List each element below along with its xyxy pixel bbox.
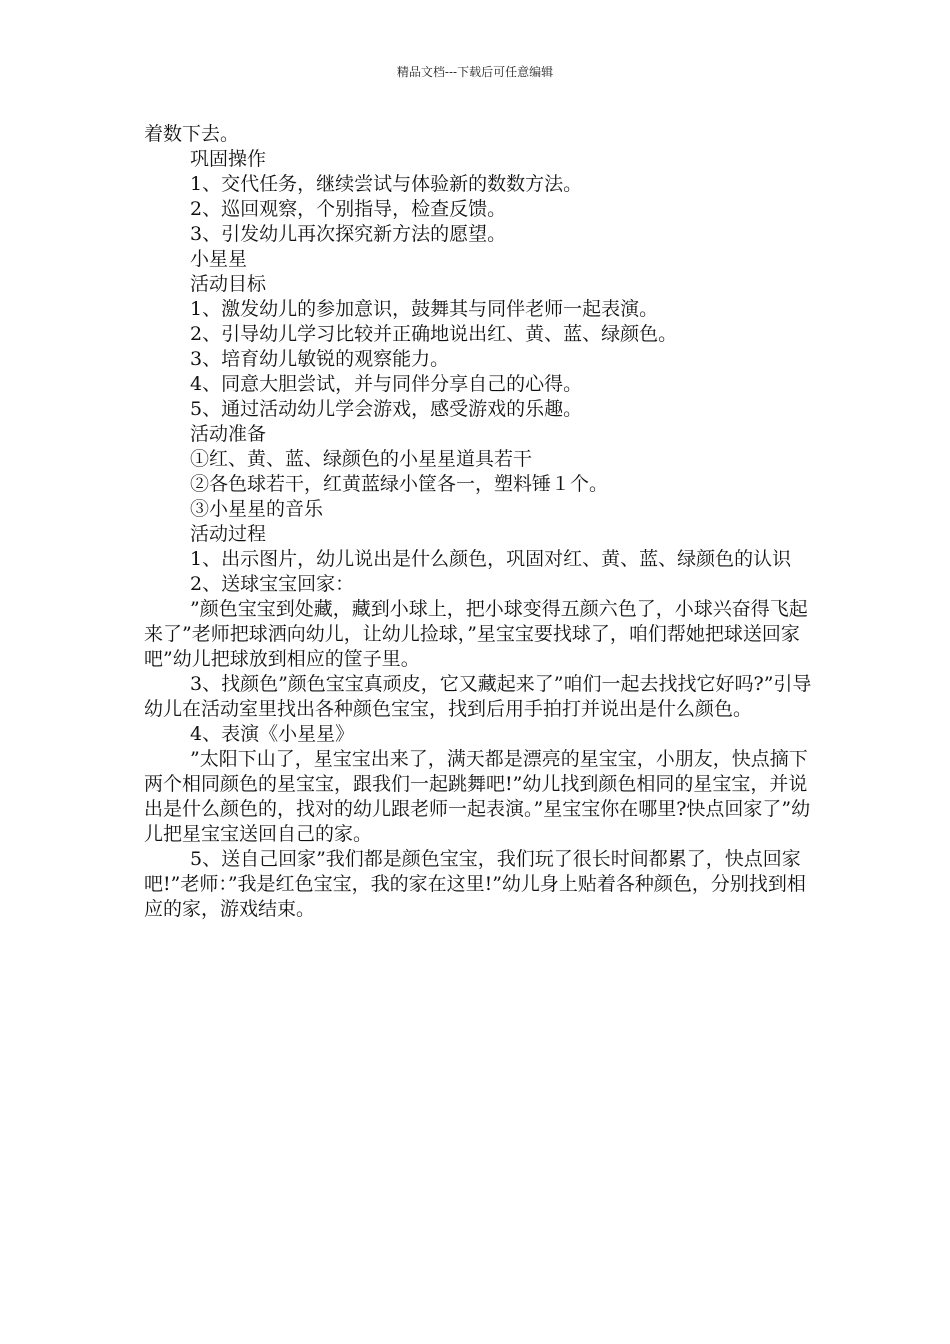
list-item: 4、同意大胆尝试，并与同伴分享自己的心得。 <box>190 373 583 395</box>
paragraph: 4、表演《小星星》 <box>190 723 355 745</box>
paragraph: 5、送自己回家”我们都是颜色宝宝，我们玩了很长时间都累了，快点回家吧!”老师：”我是红色宝宝，我的家在这里!”幼儿身上贴着各种颜色，分别找到相应的家，游戏结束。 <box>144 848 806 920</box>
list-item: 5、通过活动幼儿学会游戏，感受游戏的乐趣。 <box>190 398 583 420</box>
heading-goals: 活动目标 <box>190 273 267 295</box>
list-item: ②各色球若干，红黄蓝绿小筐各一，塑料锤１个。 <box>190 473 609 495</box>
paragraph: 3、引发幼儿再次探究新方法的愿望。 <box>190 223 507 245</box>
paragraph-continuation: 着数下去。 <box>144 123 240 145</box>
document-body <box>144 122 814 922</box>
paragraph: ”颜色宝宝到处藏，藏到小球上，把小球变得五颜六色了，小球兴奋得飞起来了”老师把球洒向幼儿，让幼儿捡球，”星宝宝要找球了，咱们帮她把球送回家吧”幼儿把球放到相应的筐子里。 <box>144 598 808 670</box>
paragraph: 1、出示图片，幼儿说出是什么颜色，巩固对红、黄、蓝、绿颜色的认识 <box>190 548 792 570</box>
heading-preparation: 活动准备 <box>190 423 267 445</box>
list-item: 2、引导幼儿学习比较并正确地说出红、黄、蓝、绿颜色。 <box>190 323 678 345</box>
heading-consolidation: 巩固操作 <box>190 148 267 170</box>
paragraph: 2、送球宝宝回家： <box>190 573 355 595</box>
section-title: 小星星 <box>190 248 248 270</box>
heading-process: 活动过程 <box>190 523 267 545</box>
list-item: 3、培育幼儿敏锐的观察能力。 <box>190 348 450 370</box>
paragraph: ”太阳下山了，星宝宝出来了，满天都是漂亮的星宝宝，小朋友，快点摘下两个相同颜色的星宝宝，跟我们一起跳舞吧!”幼儿找到颜色相同的星宝宝，并说出是什么颜色的，找对的幼儿跟老师一起表演。”星宝宝你在哪里?快点回家了”幼儿把星宝宝送回自己的家。 <box>144 748 811 845</box>
list-item: ③小星星的音乐 <box>190 498 324 520</box>
paragraph: 1、交代任务，继续尝试与体验新的数数方法。 <box>190 173 583 195</box>
paragraph: 2、巡回观察，个别指导，检查反馈。 <box>190 198 507 220</box>
list-item: ①红、黄、蓝、绿颜色的小星星道具若干 <box>190 448 533 470</box>
paragraph: 3、找颜色”颜色宝宝真顽皮，它又藏起来了”咱们一起去找找它好吗?”引导幼儿在活动室里找出各种颜色宝宝，找到后用手拍打并说出是什么颜色。 <box>144 673 812 720</box>
list-item: 1、激发幼儿的参加意识，鼓舞其与同伴老师一起表演。 <box>190 298 659 320</box>
page-header: 精品文档---下载后可任意编辑 <box>396 65 554 79</box>
